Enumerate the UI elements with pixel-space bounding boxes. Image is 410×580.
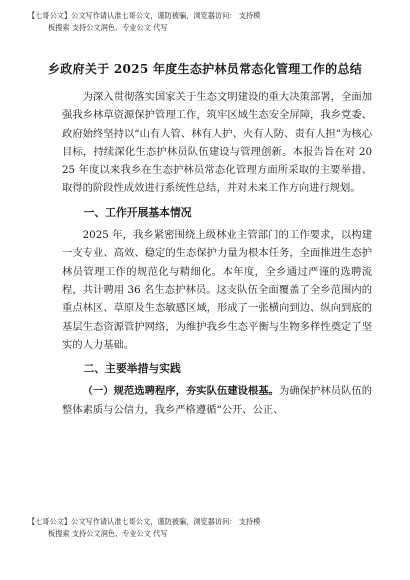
header-notice-line-2: 板搜索 支持公文润色、专业公文 代写	[48, 23, 168, 32]
section-1-heading: 一、工作开展基本情况	[83, 205, 192, 219]
footer-watermark-notice	[28, 516, 378, 540]
section-2-sub-1-heading: （一）规范选聘程序，夯实队伍建设根基。	[82, 385, 280, 398]
section-1-paragraph: 2025 年，我乡紧密围绕上级林业主管部门的工作要求，以构建一支专业、高效、稳定的生态保护力量为根本任务，全面推进生态护林员管理工作的规范化与精细化。本年度，全乡通过严谨的选聘流程，共计聘用 36 名生态护林员。这支队伍全面覆盖了全乡范围内的重点林区、草原及生态敏感区域，形成了一张横向到边、纵向到底的基层生态资源管护网络，为维护我乡生态平衡与生物多样性奠定了坚实的人力基础。	[62, 229, 372, 351]
section-2-sub-1-text: 为确保护林员队伍的整体素质与公信力，我乡严格遵循“公开、公正、	[62, 385, 373, 416]
section-2-sub-1-paragraph	[62, 382, 372, 419]
footer-notice-line-2: 板搜索 支持公文润色、专业公文 代写	[48, 529, 168, 538]
intro-paragraph: 为深入贯彻落实国家关于生态文明建设的重大决策部署，全面加强我乡林草资源保护管理工作，筑牢区域生态安全屏障，我乡党委、政府始终坚持以“山有人管、林有人护、火有人防、责有人担”为核心目标，持续深化生态护林员队伍建设与管理创新。本报告旨在对 2025 年度以来我乡在生态护林员常态化管理方面所采取的主要举措、取得的阶段性成效进行系统性总结，并对未来工作方向进行规划。	[62, 91, 372, 195]
footer-notice-line-1: 【七哥公文】公文写作请认准七哥公文，谨防被骗，浏览器访问： 支持模	[28, 517, 261, 526]
header-notice-line-1: 【七哥公文】公文写作请认准七哥公文，谨防被骗，浏览器访问： 支持模	[28, 11, 261, 20]
header-watermark-notice	[28, 10, 378, 34]
document-body	[62, 88, 372, 419]
section-2-heading: 二、主要举措与实践	[83, 362, 181, 376]
document-title: 乡政府关于 2025 年度生态护林员常态化管理工作的总结	[47, 62, 363, 76]
